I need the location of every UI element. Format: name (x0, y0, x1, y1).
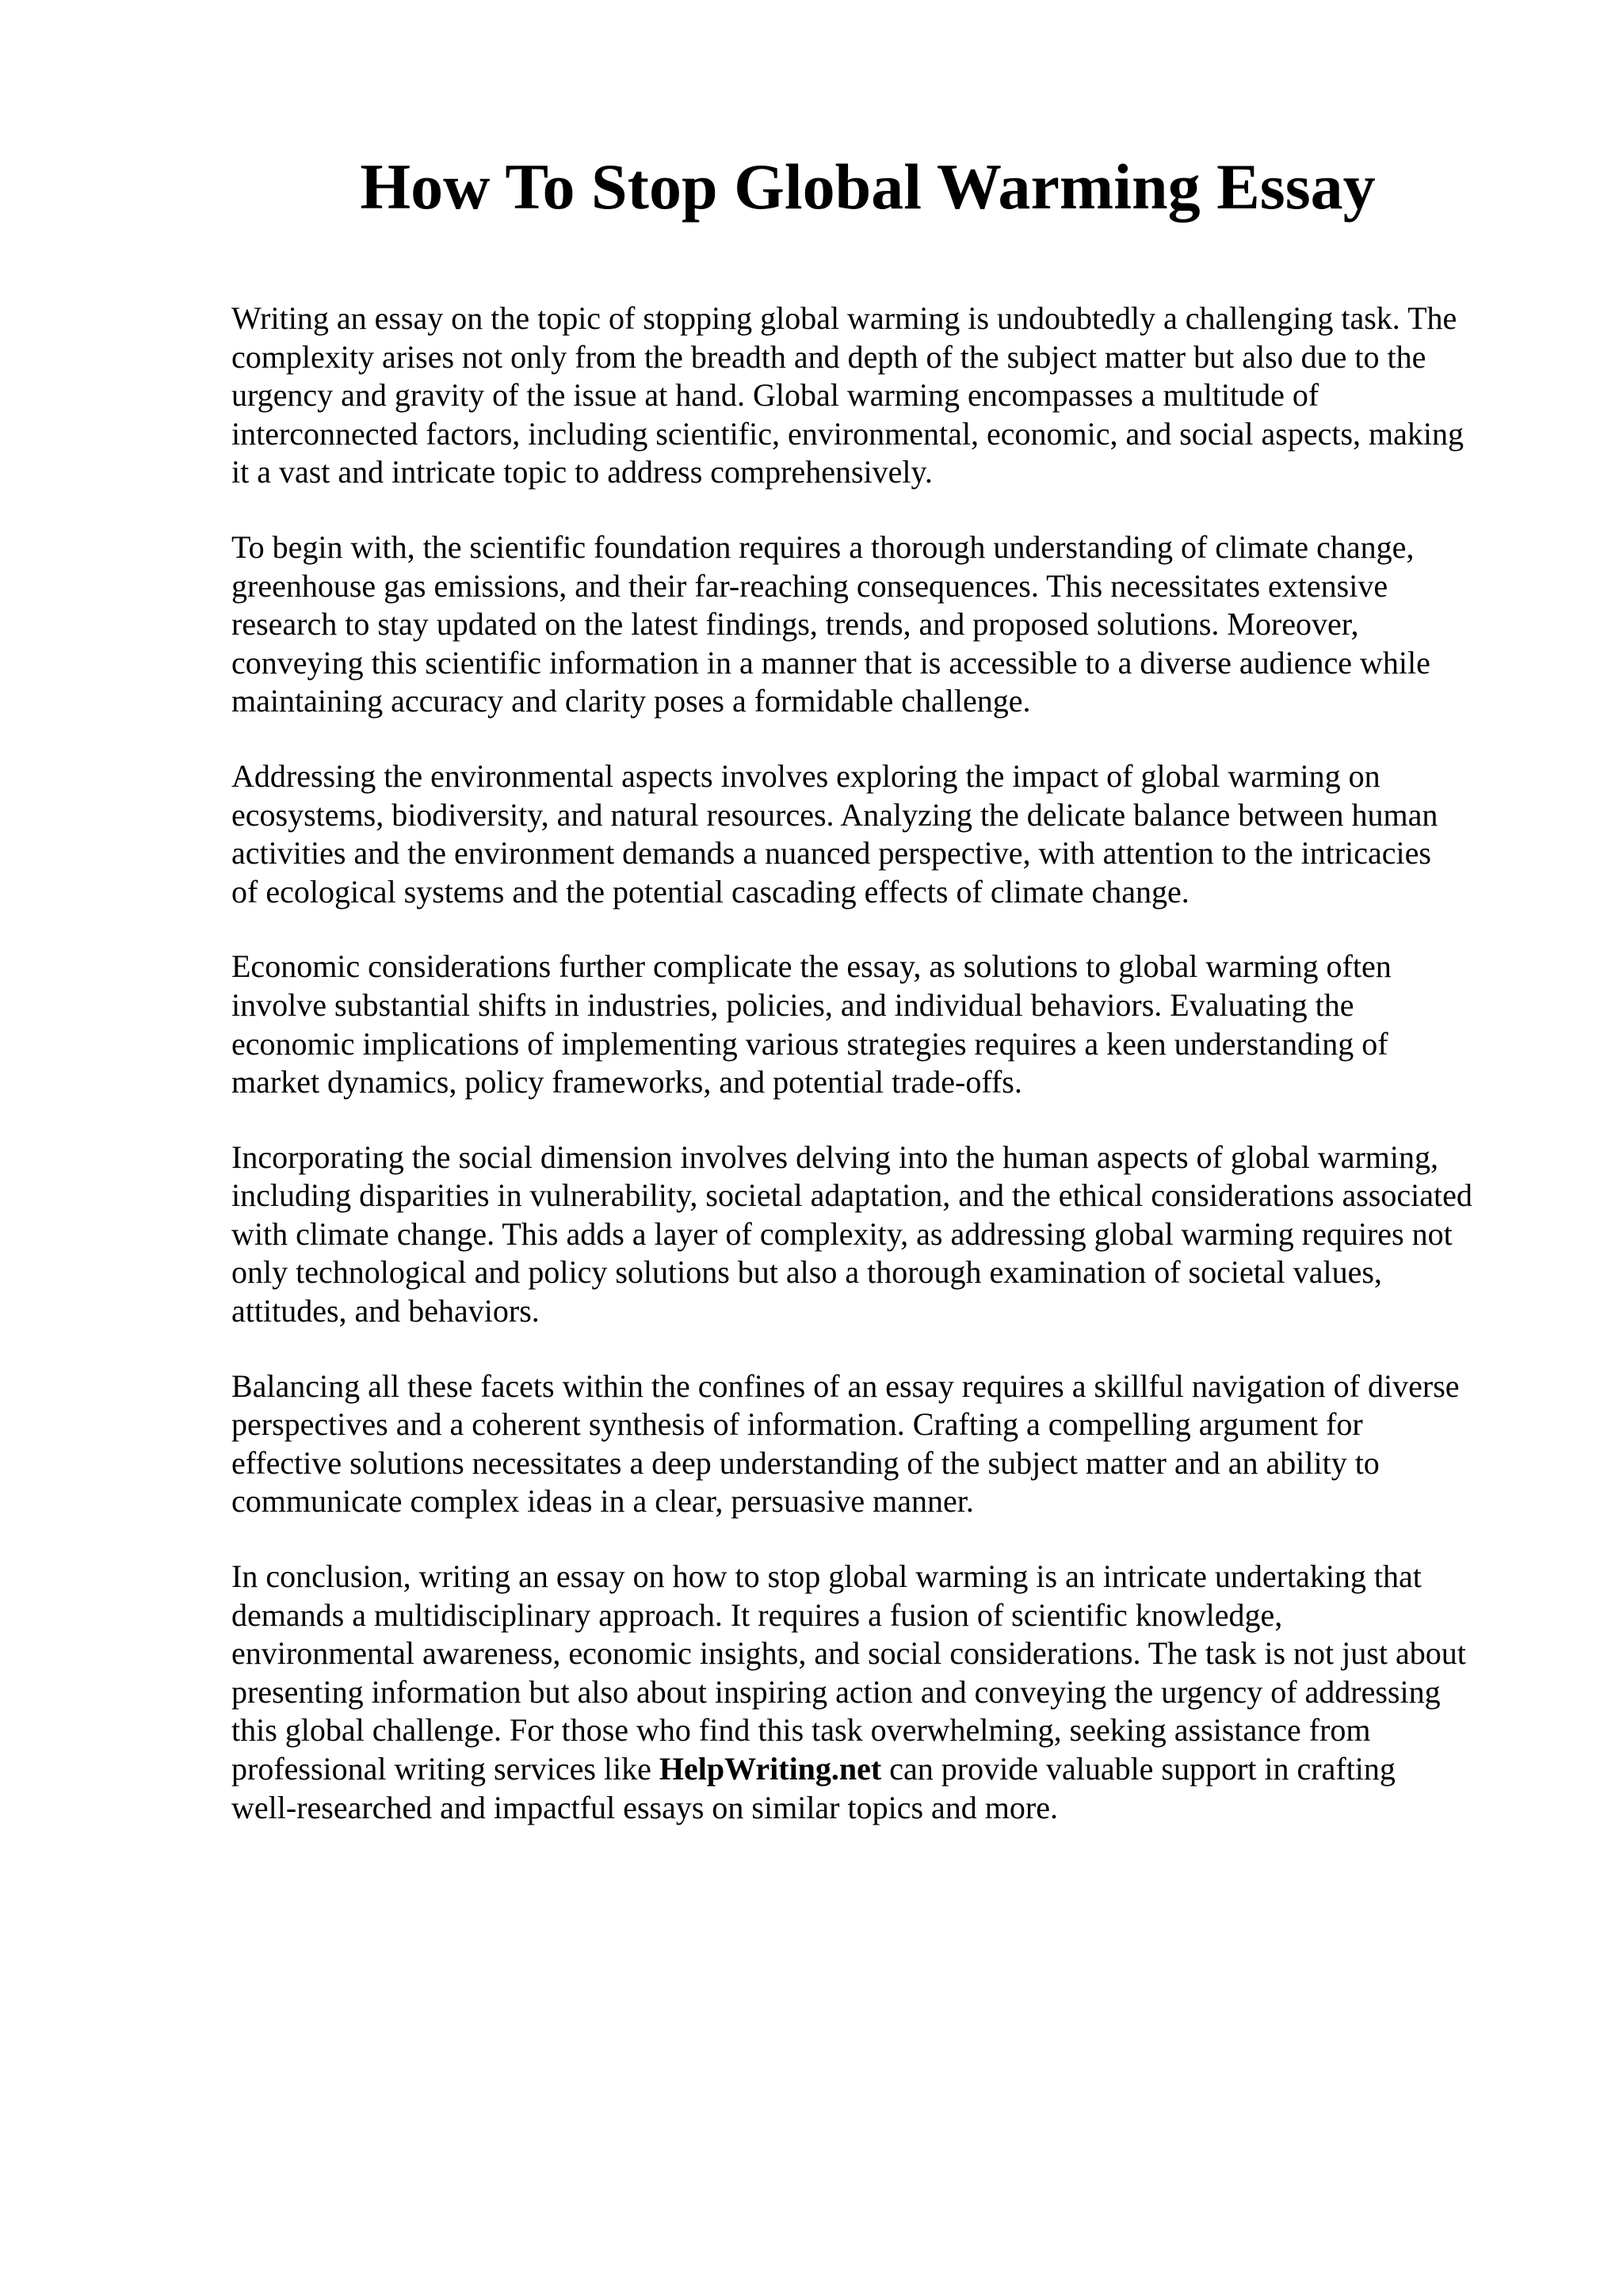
text-line: Addressing the environmental aspects involves exploring the impact of global warming on (231, 757, 1381, 794)
text-line: effective solutions necessitates a deep understanding of the subject matter and an ability to (231, 1444, 1380, 1481)
paragraph-balancing (231, 1367, 1531, 1521)
paragraph-conclusion (231, 1558, 1531, 1827)
text-line: involve substantial shifts in industries, policies, and individual behaviors. Evaluating the (231, 986, 1354, 1023)
brand-line-before: professional writing services like (231, 1751, 659, 1787)
text-line: urgency and gravity of the issue at hand. Global warming encompasses a multitude of (231, 377, 1319, 414)
text-line: only technological and policy solutions but also a thorough examination of societal values, (231, 1254, 1382, 1291)
text-line: communicate complex ideas in a clear, persuasive manner. (231, 1483, 974, 1520)
paragraph-intro (231, 299, 1531, 492)
text-line: of ecological systems and the potential cascading effects of climate change. (231, 873, 1190, 910)
text-line: including disparities in vulnerability, societal adaptation, and the ethical considerations associated (231, 1177, 1472, 1214)
paragraph-scientific (231, 528, 1531, 721)
text-line: economic implications of implementing various strategies requires a keen understanding of (231, 1025, 1388, 1062)
text-line: ecosystems, biodiversity, and natural resources. Analyzing the delicate balance between human (231, 796, 1438, 833)
text-line: interconnected factors, including scientific, environmental, economic, and social aspects, making (231, 415, 1465, 452)
page-title: How To Stop Global Warming Essay (360, 151, 1376, 223)
brand-name: HelpWriting.net (659, 1751, 882, 1787)
text-line: conveying this scientific information in a manner that is accessible to a diverse audience while (231, 644, 1430, 681)
text-line: it a vast and intricate topic to address comprehensively. (231, 454, 933, 490)
text-line-with-brand (231, 1750, 1531, 1789)
text-line: Incorporating the social dimension involves delving into the human aspects of global warming, (231, 1138, 1439, 1175)
text-line: this global challenge. For those who find this task overwhelming, seeking assistance from (231, 1712, 1371, 1749)
text-line: maintaining accuracy and clarity poses a formidable challenge. (231, 683, 1031, 719)
text-line: well-researched and impactful essays on similar topics and more. (231, 1789, 1058, 1825)
text-line: In conclusion, writing an essay on how to stop global warming is an intricate undertaking that (231, 1558, 1422, 1595)
text-line: attitudes, and behaviors. (231, 1293, 540, 1329)
text-line: with climate change. This adds a layer of complexity, as addressing global warming requires not (231, 1215, 1453, 1252)
text-line: demands a multidisciplinary approach. It requires a fusion of scientific knowledge, (231, 1596, 1283, 1633)
paragraph-environmental (231, 757, 1531, 911)
text-line: Economic considerations further complicate the essay, as solutions to global warming often (231, 948, 1392, 985)
text-line: perspectives and a coherent synthesis of information. Crafting a compelling argument for (231, 1406, 1363, 1443)
paragraph-economic (231, 948, 1531, 1101)
text-line: greenhouse gas emissions, and their far-reaching consequences. This necessitates extensive (231, 567, 1388, 604)
text-line: Writing an essay on the topic of stopping global warming is undoubtedly a challenging task. The (231, 300, 1457, 336)
text-line: complexity arises not only from the breadth and depth of the subject matter but also due to the (231, 338, 1426, 375)
paragraph-social (231, 1138, 1531, 1331)
essay-body (231, 299, 1531, 1863)
brand-line-after: can provide valuable support in crafting (881, 1751, 1396, 1787)
text-line: To begin with, the scientific foundation requires a thorough understanding of climate change, (231, 528, 1415, 565)
text-line: research to stay updated on the latest findings, trends, and proposed solutions. Moreover, (231, 606, 1359, 643)
text-line: presenting information but also about inspiring action and conveying the urgency of addressing (231, 1673, 1441, 1710)
text-line: Balancing all these facets within the confines of an essay requires a skillful navigation of diverse (231, 1367, 1460, 1404)
text-line: activities and the environment demands a nuanced perspective, with attention to the intricacies (231, 835, 1431, 871)
text-line: environmental awareness, economic insights, and social considerations. The task is not just about (231, 1635, 1466, 1672)
text-line: market dynamics, policy frameworks, and potential trade-offs. (231, 1064, 1022, 1100)
